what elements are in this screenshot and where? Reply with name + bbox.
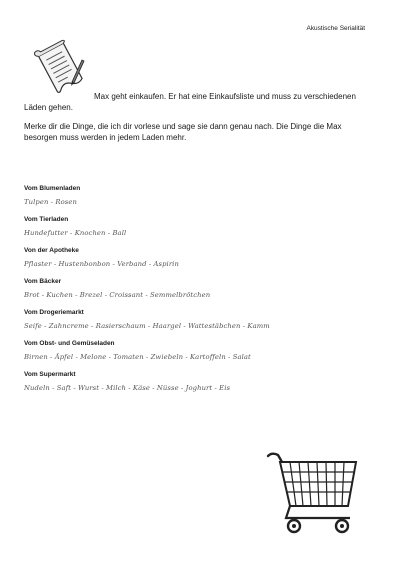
section-title: Vom Obst- und Gemüseladen: [24, 340, 115, 347]
section-apotheke: [24, 246, 364, 269]
intro-paragraph-2: Merke dir die Dinge, die ich dir vorlese und sage sie dann genau nach. Die Dinge die Max besorgen muss werden in jedem Laden mehr.: [24, 122, 342, 142]
section-items: Pflaster - Hustenbonbon - Verband - Aspirin: [24, 260, 179, 268]
section-items: Birnen - Äpfel - Melone - Tomaten - Zwiebeln - Kartoffeln - Salat: [24, 353, 251, 361]
intro-text: [24, 91, 364, 143]
section-title: Von der Apotheke: [24, 247, 79, 254]
shop-sections: [24, 184, 364, 393]
section-items: Nudeln - Saft - Wurst - Milch - Käse - Nüsse - Joghurt - Eis: [24, 384, 231, 392]
header-note: Akustische Serialität: [306, 25, 365, 32]
section-items: Tulpen - Rosen: [24, 198, 77, 206]
section-title: Vom Tierladen: [24, 216, 69, 223]
section-title: Vom Bäcker: [24, 278, 62, 285]
shopping-list-icon: [32, 38, 86, 96]
shopping-cart-icon: [266, 450, 360, 536]
section-title: Vom Blumenladen: [24, 185, 81, 192]
section-drogeriemarkt: [24, 308, 364, 331]
section-title: Vom Supermarkt: [24, 371, 76, 378]
section-items: Hundefutter - Knochen - Ball: [24, 229, 127, 237]
section-title: Vom Drogeriemarkt: [24, 309, 84, 316]
section-blumenladen: [24, 184, 364, 207]
section-items: Brot - Kuchen - Brezel - Croissant - Semmelbrötchen: [24, 291, 211, 299]
section-items: Seife - Zahncreme - Rasierschaum - Haargel - Wattestäbchen - Kamm: [24, 322, 270, 330]
section-baecker: [24, 277, 364, 300]
intro-paragraph-1: Max geht einkaufen. Er hat eine Einkaufsliste und muss zu verschiedenen Läden gehen.: [24, 92, 356, 112]
section-obst-gemuese: [24, 339, 364, 362]
section-supermarkt: [24, 370, 364, 393]
section-tierladen: [24, 215, 364, 238]
